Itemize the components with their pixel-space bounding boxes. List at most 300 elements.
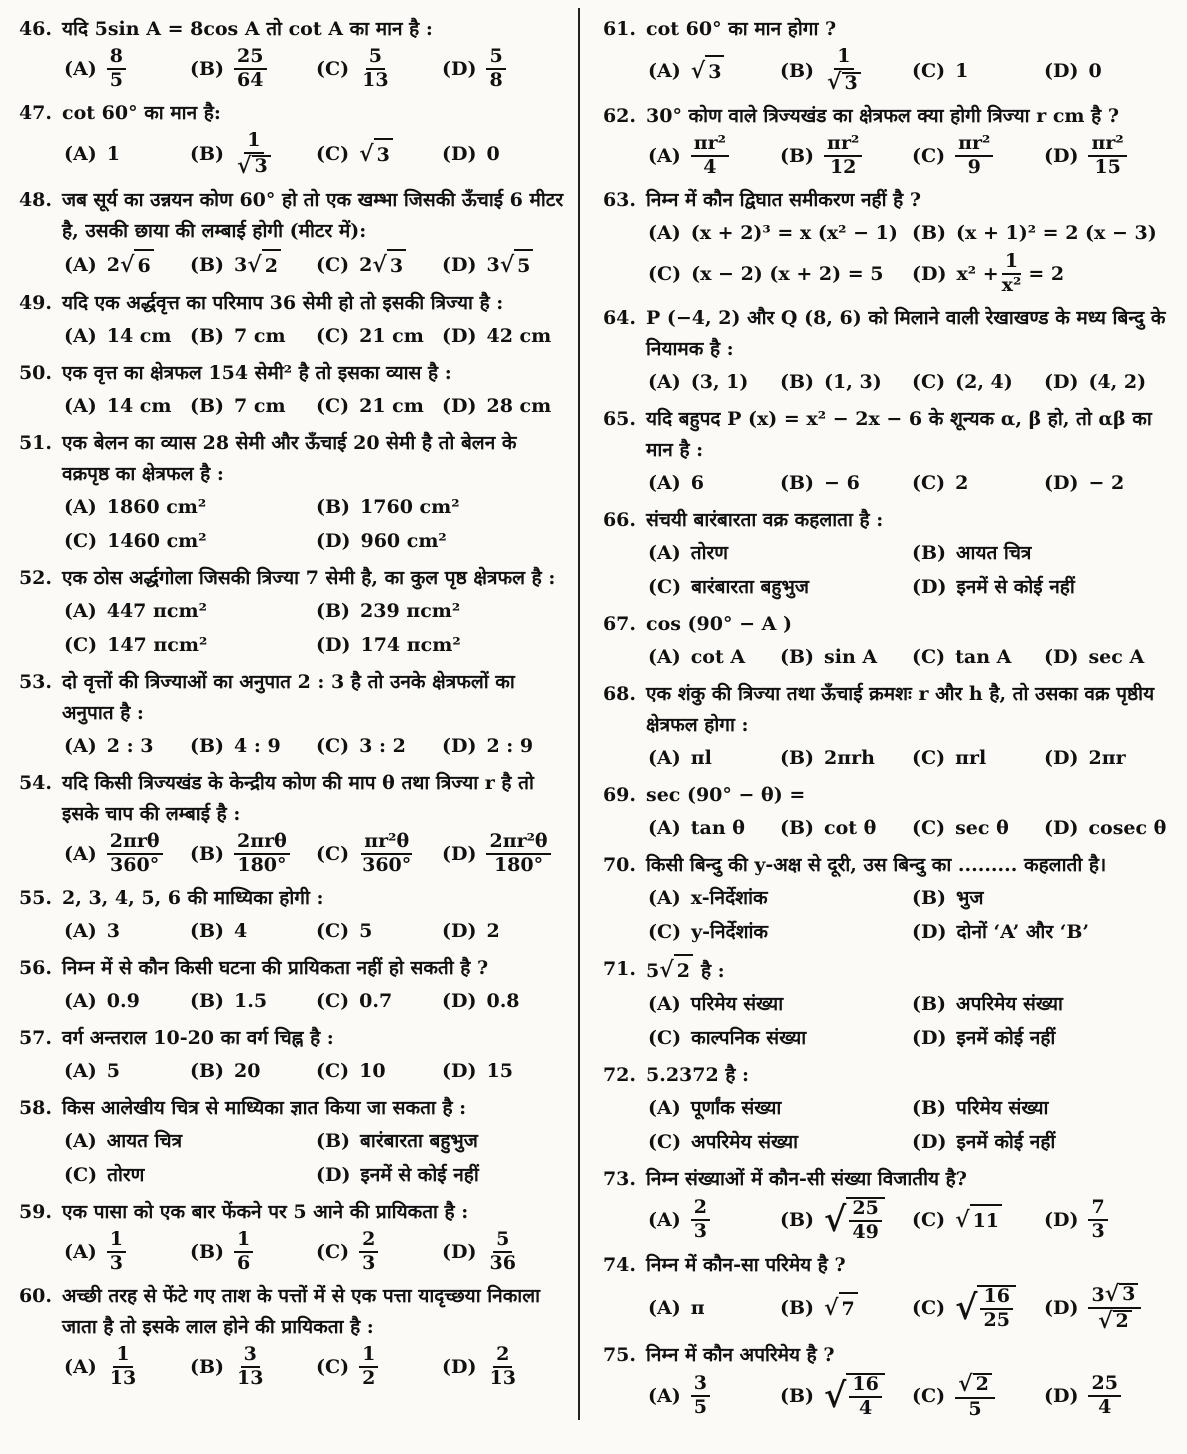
radicand: 2 xyxy=(973,1373,992,1395)
option-text: बारंबारता बहुभुज xyxy=(360,1129,478,1152)
option xyxy=(780,365,912,399)
option-text: तोरण xyxy=(690,541,728,564)
question xyxy=(596,14,1176,96)
option-label: (C) xyxy=(912,59,946,82)
option xyxy=(912,811,1044,845)
option xyxy=(442,319,568,353)
option-label: (C) xyxy=(316,1059,350,1082)
stem-text: है : xyxy=(700,959,725,982)
fraction-numerator xyxy=(691,1195,710,1221)
option-text: 14 cm xyxy=(106,394,172,417)
radical xyxy=(120,249,154,281)
question xyxy=(596,101,1176,180)
question xyxy=(12,98,568,180)
question-text xyxy=(62,14,568,45)
option-label: (D) xyxy=(1044,816,1079,839)
option-label: (C) xyxy=(912,471,946,494)
option xyxy=(316,984,442,1018)
question xyxy=(596,954,1176,1055)
stem-text: निम्न में से कौन किसी घटना की प्रायिकता नहीं हो सकती है ? xyxy=(62,956,489,979)
option-text: sec θ xyxy=(955,816,1009,839)
numerator-value: 25 xyxy=(237,45,264,67)
fraction-denominator xyxy=(359,70,391,91)
question xyxy=(12,563,568,662)
option xyxy=(648,53,780,89)
option xyxy=(912,987,1176,1021)
option-text: (1, 3) xyxy=(824,370,882,393)
fraction-numerator xyxy=(486,829,550,855)
option-label: (B) xyxy=(190,734,225,757)
option xyxy=(316,45,442,93)
option-label: (C) xyxy=(316,1240,350,1263)
question xyxy=(596,1164,1176,1245)
option-text: cot A xyxy=(690,645,746,668)
option xyxy=(1044,741,1176,775)
options xyxy=(648,466,1176,500)
option xyxy=(442,389,568,423)
fraction xyxy=(359,829,414,876)
option xyxy=(912,570,1176,604)
denominator-value: 13 xyxy=(237,1366,264,1389)
option-label: (D) xyxy=(442,324,477,347)
option-label: (B) xyxy=(190,143,225,166)
numerator-value: 1 xyxy=(116,1342,130,1365)
radical xyxy=(372,249,406,281)
option xyxy=(316,1124,568,1158)
option-text: − 2 xyxy=(1088,471,1125,494)
fraction-numerator xyxy=(849,1196,881,1222)
option-text: भुज xyxy=(956,886,984,909)
question-text xyxy=(646,850,1176,881)
question xyxy=(596,679,1176,775)
radical xyxy=(824,1292,858,1324)
question xyxy=(596,609,1176,674)
options xyxy=(648,741,1176,775)
option-label: (D) xyxy=(316,529,351,552)
option-label: (A) xyxy=(64,1240,97,1263)
question xyxy=(12,428,568,558)
question-number: 70. xyxy=(602,853,636,876)
fraction xyxy=(980,1284,1012,1331)
option xyxy=(316,319,442,353)
question-text xyxy=(62,1197,568,1228)
option xyxy=(64,389,190,423)
option-label: (D) xyxy=(1044,1296,1079,1319)
option xyxy=(780,741,912,775)
question-stem xyxy=(12,14,568,45)
fraction xyxy=(849,1196,881,1243)
option xyxy=(64,524,316,558)
option xyxy=(190,830,316,878)
option-label: (A) xyxy=(64,1355,97,1378)
option-label: (B) xyxy=(780,816,815,839)
option-text: 2 : 9 xyxy=(486,734,534,757)
fraction xyxy=(1088,1374,1120,1418)
option-label: (D) xyxy=(442,253,477,276)
option-text: x-निर्देशांक xyxy=(690,886,768,909)
option-label: (D) xyxy=(1044,370,1079,393)
options xyxy=(64,1228,568,1276)
option-label: (D) xyxy=(442,1355,477,1378)
question xyxy=(596,505,1176,604)
question-number: 73. xyxy=(602,1167,636,1190)
option xyxy=(780,640,912,674)
option xyxy=(316,1054,442,1088)
numerator-prefix: 3 xyxy=(1091,1283,1105,1306)
option xyxy=(912,1371,1044,1422)
option-label: (D) xyxy=(912,920,947,943)
denominator-value: 15 xyxy=(1094,155,1121,178)
radical-sign: √ xyxy=(1098,1307,1113,1334)
question-stem xyxy=(12,883,568,914)
option-text: 0.7 xyxy=(359,989,393,1012)
numerator-value: 16 xyxy=(983,1284,1010,1307)
stem-text: निम्न में कौन द्विघात समीकरण नहीं है ? xyxy=(646,188,921,211)
fraction-numerator xyxy=(1088,1374,1120,1397)
options xyxy=(648,365,1176,399)
denominator-value: 3 xyxy=(109,1251,123,1274)
option xyxy=(648,1196,780,1244)
option-prefix: 2 xyxy=(106,253,120,276)
radical xyxy=(824,1197,885,1243)
radical xyxy=(1104,1280,1139,1307)
question-text xyxy=(62,428,568,490)
option-text: cot θ xyxy=(824,816,877,839)
option-label: (B) xyxy=(780,746,815,769)
option xyxy=(648,216,912,250)
question-stem xyxy=(596,1060,1176,1091)
column-divider xyxy=(578,8,580,1420)
option-text: 147 πcm² xyxy=(107,633,208,656)
stem-text: एक बेलन का व्यास 28 सेमी और ऊँचाई 20 सेमी है तो बेलन के वक्रपृष्ठ का क्षेत्रफल है : xyxy=(62,431,517,485)
option-text: πl xyxy=(690,746,712,769)
question xyxy=(12,1093,568,1192)
question-text xyxy=(62,1281,568,1343)
question-number: 72. xyxy=(602,1063,636,1086)
option xyxy=(316,389,442,423)
option xyxy=(648,915,912,949)
question xyxy=(596,404,1176,500)
option-label: (C) xyxy=(64,633,98,656)
question xyxy=(596,303,1176,399)
option-label: (C) xyxy=(912,1385,946,1408)
numerator-value: 16 xyxy=(852,1373,879,1396)
question-stem xyxy=(596,505,1176,536)
option-text: 174 πcm² xyxy=(360,633,461,656)
fraction-denominator xyxy=(849,1222,881,1243)
option xyxy=(648,1125,912,1159)
option-label: (D) xyxy=(442,734,477,757)
question-stem xyxy=(12,1197,568,1228)
option-text: 14 cm xyxy=(106,324,172,347)
fraction-denominator xyxy=(234,1368,266,1389)
radical-sign: √ xyxy=(119,251,135,278)
option-label: (D) xyxy=(1044,746,1079,769)
option-label: (D) xyxy=(1044,645,1079,668)
numerator-value: 7 xyxy=(1091,1195,1105,1218)
question-number: 57. xyxy=(18,1026,52,1049)
radical xyxy=(824,1373,885,1419)
option-label: (D) xyxy=(912,262,947,285)
radical-sign: √ xyxy=(359,141,374,168)
option-label: (A) xyxy=(648,816,681,839)
radicand: 2 xyxy=(1113,1310,1132,1332)
option xyxy=(442,137,568,171)
fraction-denominator xyxy=(1091,157,1123,178)
question-number: 48. xyxy=(18,188,52,211)
option-label: (D) xyxy=(1044,1208,1079,1231)
options xyxy=(648,132,1176,180)
option-label: (D) xyxy=(442,842,477,865)
option-text: 3 xyxy=(106,919,120,942)
question-stem xyxy=(12,667,568,729)
option-label: (A) xyxy=(648,992,681,1015)
options xyxy=(648,881,1176,949)
option-label: (A) xyxy=(648,1096,681,1119)
option xyxy=(912,1202,1044,1238)
option-label: (B) xyxy=(190,1355,225,1378)
denominator-value: 360° xyxy=(110,853,160,876)
stem-text: cot 60° का मान होगा ? xyxy=(646,18,837,40)
denominator-value: 4 xyxy=(703,155,717,178)
numerator-value: πr² xyxy=(1091,132,1124,155)
option-text: sec A xyxy=(1088,645,1145,668)
option-text: 5 xyxy=(359,919,373,942)
fraction xyxy=(824,47,864,94)
option-text: अपरिमेय संख्या xyxy=(956,992,1063,1015)
fraction-denominator xyxy=(491,855,546,876)
numerator-value: 25 xyxy=(852,1196,879,1219)
fraction-numerator xyxy=(955,1370,995,1399)
question xyxy=(12,185,568,283)
option-text: काल्पनिक संख्या xyxy=(691,1026,807,1049)
question-number: 66. xyxy=(602,508,636,531)
question-stem xyxy=(596,185,1176,216)
fraction xyxy=(359,47,391,91)
option xyxy=(1044,811,1176,845)
option-text: (4, 2) xyxy=(1088,370,1147,393)
option-label: (A) xyxy=(64,989,97,1012)
numerator-value: πr²θ xyxy=(364,829,410,852)
option xyxy=(64,45,190,93)
stem-text: cot 60° का मान है: xyxy=(62,101,221,124)
fraction-numerator xyxy=(980,1284,1012,1310)
option xyxy=(648,536,912,570)
option-label: (C) xyxy=(316,394,350,417)
stem-text: किस आलेखीय चित्र से माध्यिका ज्ञात किया जा सकता है : xyxy=(62,1096,467,1119)
option-label: (C) xyxy=(316,919,350,942)
option-label: (C) xyxy=(316,1355,350,1378)
option xyxy=(190,914,316,948)
options xyxy=(64,247,568,283)
option-label: (A) xyxy=(648,144,681,167)
question xyxy=(12,288,568,353)
fraction-denominator xyxy=(107,855,162,876)
question xyxy=(12,667,568,763)
option-label: (A) xyxy=(648,370,681,393)
question-number: 59. xyxy=(18,1200,52,1223)
option-text: 447 πcm² xyxy=(106,599,207,622)
option-text: 1460 cm² xyxy=(107,529,207,552)
option xyxy=(316,1228,442,1276)
option-label: (B) xyxy=(190,57,225,80)
question-number: 58. xyxy=(18,1096,52,1119)
fraction-numerator xyxy=(824,134,862,157)
denominator-value: 5 xyxy=(109,68,123,91)
fraction-denominator xyxy=(486,70,505,91)
option xyxy=(912,1021,1176,1055)
question-text xyxy=(646,1340,1176,1371)
option-label: (D) xyxy=(316,633,351,656)
radicand xyxy=(977,1285,1015,1331)
fraction-numerator xyxy=(1002,249,1021,275)
options xyxy=(64,45,568,93)
fraction-denominator xyxy=(234,855,289,876)
question-stem xyxy=(596,850,1176,881)
radical-sign: √ xyxy=(958,1370,973,1397)
option xyxy=(912,881,1176,915)
option xyxy=(64,914,190,948)
option xyxy=(190,319,316,353)
option-text: 15 xyxy=(486,1059,513,1082)
option xyxy=(912,915,1176,949)
stem-text: दो वृत्तों की त्रिज्याओं का अनुपात 2 : 3 है तो उनके क्षेत्रफलों का अनुपात है : xyxy=(62,670,515,724)
option xyxy=(316,729,442,763)
stem-text: निम्न संख्याओं में कौन-सी संख्या विजातीय है? xyxy=(646,1167,967,1190)
stem-text: यदि बहुपद P (x) = x² − 2x − 6 के शून्यक α, β हो, तो αβ का मान है : xyxy=(646,407,1152,461)
options xyxy=(648,1371,1176,1422)
option-label: (B) xyxy=(190,253,225,276)
option-label: (B) xyxy=(912,541,947,564)
option-text: 1.5 xyxy=(234,989,268,1012)
option xyxy=(442,914,568,948)
question-text xyxy=(646,404,1176,466)
option xyxy=(64,1228,190,1276)
stem-text: 5.2372 है : xyxy=(646,1063,750,1086)
option xyxy=(190,389,316,423)
option xyxy=(190,729,316,763)
option xyxy=(1044,132,1176,180)
question-number: 60. xyxy=(18,1284,52,1307)
fraction-denominator xyxy=(980,1310,1012,1331)
question-stem xyxy=(12,1281,568,1343)
option-text: 0.8 xyxy=(486,989,520,1012)
denominator-value: 3 xyxy=(362,1251,376,1274)
fraction-numerator xyxy=(241,1342,260,1368)
fraction-denominator xyxy=(999,275,1025,296)
option-label: (C) xyxy=(912,816,946,839)
option-label: (A) xyxy=(64,324,97,347)
option-text: 4 xyxy=(234,919,248,942)
options xyxy=(64,1343,568,1391)
fraction xyxy=(1088,1280,1141,1334)
fraction-numerator xyxy=(107,47,126,70)
option xyxy=(780,811,912,845)
option-label: (D) xyxy=(442,143,477,166)
fraction-denominator xyxy=(1088,1221,1107,1242)
option xyxy=(648,257,912,291)
question-text xyxy=(646,101,1176,132)
option-text: 7 cm xyxy=(234,324,286,347)
radicand: 3 xyxy=(387,249,406,281)
question-text xyxy=(646,954,1176,987)
question-number: 62. xyxy=(602,105,636,128)
question-number: 46. xyxy=(18,18,52,40)
question-text xyxy=(62,288,568,319)
option-text: तोरण xyxy=(107,1163,145,1186)
option-label: (A) xyxy=(64,1129,97,1152)
stem-text: एक ठोस अर्द्धगोला जिसकी त्रिज्या 7 सेमी है, का कुल पृष्ठ क्षेत्रफल है : xyxy=(62,566,556,589)
option-text: tan A xyxy=(955,645,1012,668)
option xyxy=(1044,1196,1176,1244)
question-number: 71. xyxy=(602,957,636,980)
option xyxy=(912,1091,1176,1125)
option xyxy=(912,536,1176,570)
denominator-value: 36 xyxy=(489,1251,516,1274)
question-stem xyxy=(596,1340,1176,1371)
option xyxy=(648,1021,912,1055)
options xyxy=(64,594,568,662)
option-text: cosec θ xyxy=(1088,816,1167,839)
option-label: (A) xyxy=(648,886,681,909)
numerator-value: 25 xyxy=(1091,1372,1118,1395)
radical xyxy=(955,1285,1016,1331)
fraction xyxy=(691,1374,710,1418)
option xyxy=(648,987,912,1021)
option xyxy=(912,132,1044,180)
denominator-value: 3 xyxy=(693,1219,707,1242)
option-label: (B) xyxy=(912,992,947,1015)
question-text xyxy=(646,1060,1176,1091)
option xyxy=(780,132,912,180)
option xyxy=(64,1054,190,1088)
option xyxy=(442,984,568,1018)
option xyxy=(190,1228,316,1276)
numerator-value: 5 xyxy=(368,45,382,67)
option-label: (B) xyxy=(190,989,225,1012)
question-stem xyxy=(12,563,568,594)
radicand: 7 xyxy=(839,1292,858,1324)
stem-text: sec (90° − θ) = xyxy=(646,783,806,806)
option xyxy=(64,137,190,171)
option-label: (C) xyxy=(648,1130,682,1153)
option xyxy=(1044,640,1176,674)
option xyxy=(64,594,316,628)
fraction xyxy=(359,1342,378,1389)
option xyxy=(442,247,568,283)
option-label: (D) xyxy=(442,394,477,417)
question-text xyxy=(62,358,568,389)
denominator-value: 49 xyxy=(852,1220,879,1243)
option xyxy=(780,466,912,500)
question xyxy=(596,780,1176,845)
option-label: (D) xyxy=(442,1059,477,1082)
fraction-denominator xyxy=(234,1253,253,1274)
denominator-value: 8 xyxy=(489,68,503,91)
denominator-value: 3 xyxy=(1091,1219,1105,1242)
fraction xyxy=(486,1342,518,1389)
denominator-value: 4 xyxy=(859,1397,873,1420)
question-number: 63. xyxy=(602,188,636,211)
option-label: (B) xyxy=(780,59,815,82)
option-label: (A) xyxy=(648,645,681,668)
fraction-denominator xyxy=(1095,1397,1114,1418)
fraction-denominator xyxy=(234,70,266,91)
option-label: (D) xyxy=(442,919,477,942)
option-label: (A) xyxy=(648,221,681,244)
radical-sign: √ xyxy=(955,1206,970,1233)
fraction-numerator xyxy=(234,47,266,70)
